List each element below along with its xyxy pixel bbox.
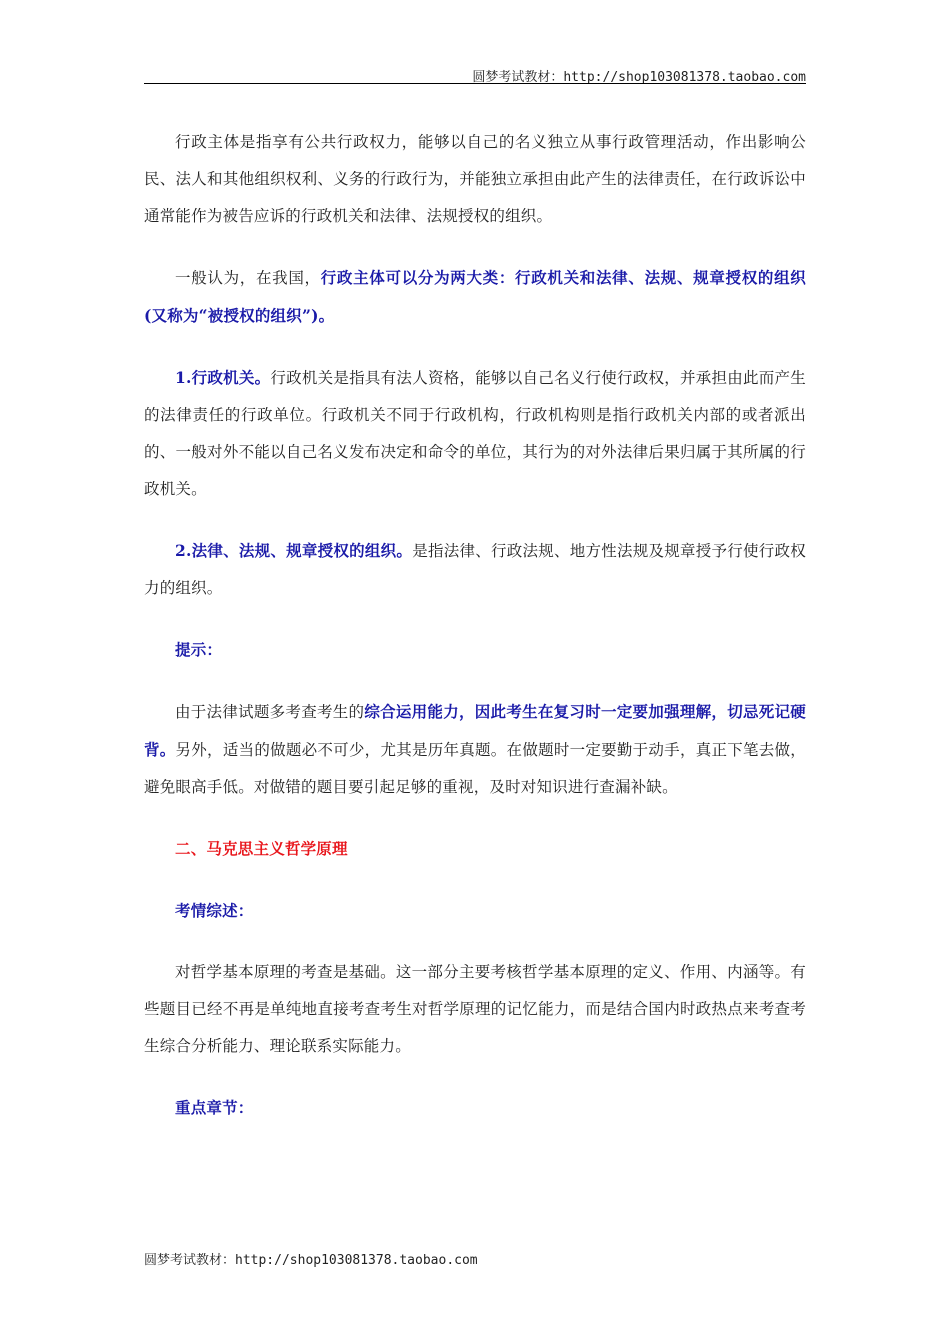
two-categories-intro: 一般认为，在我国， — [175, 269, 321, 287]
page-header: 圆梦考试教材：http://shop103081378.taobao.com — [472, 70, 806, 85]
key-chapters-heading-label: 重点章节： — [175, 1098, 254, 1117]
tip-heading-label: 提示： — [175, 640, 223, 659]
administrative-organ-title: 1.行政机关。 — [175, 368, 271, 387]
authorized-organization-text: 是指法律、行政法规、地方性法规及规章授予行使行政权力的组织。 — [144, 542, 806, 597]
header-divider — [144, 83, 806, 84]
paragraph-two-categories — [144, 259, 806, 335]
document-body — [144, 124, 806, 1127]
section-2-heading — [144, 830, 806, 868]
study-tip-emphasis: 综合运用能力，因此考生在复习时一定要加强理解，切忌死记硬背。 — [144, 702, 806, 759]
study-tip-text: 另外，适当的做题必不可少，尤其是历年真题。在做题时一定要勤于动手，真正下笔去做，避免眼高手低。对做错的题目要引起足够的重视，及时对知识进行查漏补缺。 — [144, 741, 806, 796]
key-chapters-heading — [144, 1089, 806, 1127]
page-footer: 圆梦考试教材：http://shop103081378.taobao.com — [144, 1253, 478, 1268]
two-categories-emphasis: 行政主体可以分为两大类：行政机关和法律、法规、规章授权的组织(又称为“被授权的组织”)。 — [144, 268, 806, 325]
overview-heading-label: 考情综述： — [175, 901, 254, 920]
paragraph-administrative-organ — [144, 359, 806, 508]
paragraph-administrative-subject: 行政主体是指享有公共行政权力，能够以自己的名义独立从事行政管理活动，作出影响公民、法人和其他组织权利、义务的行政行为，并能独立承担由此产生的法律责任，在行政诉讼中通常能作为被告应诉的行政机关和法律、法规授权的组织。 — [144, 133, 806, 225]
administrative-organ-text: 行政机关是指具有法人资格，能够以自己名义行使行政权，并承担由此而产生的法律责任的行政单位。行政机关不同于行政机构，行政机构则是指行政机关内部的或者派出的、一般对外不能以自己名义发布决定和命令的单位，其行为的对外法律后果归属于其所属的行政机关。 — [144, 369, 806, 498]
authorized-organization-title: 2.法律、法规、规章授权的组织。 — [175, 541, 413, 560]
section-2-heading-label: 二、马克思主义哲学原理 — [175, 839, 348, 858]
paragraph-authorized-organization — [144, 532, 806, 607]
paragraph-study-tip — [144, 693, 806, 806]
tip-heading — [144, 631, 806, 669]
paragraph-philosophy-overview: 对哲学基本原理的考查是基础。这一部分主要考核哲学基本原理的定义、作用、内涵等。有些题目已经不再是单纯地直接考查考生对哲学原理的记忆能力，而是结合国内时政热点来考查考生综合分析能力、理论联系实际能力。 — [144, 963, 806, 1055]
study-tip-intro: 由于法律试题多考查考生的 — [175, 703, 365, 721]
overview-heading — [144, 892, 806, 930]
